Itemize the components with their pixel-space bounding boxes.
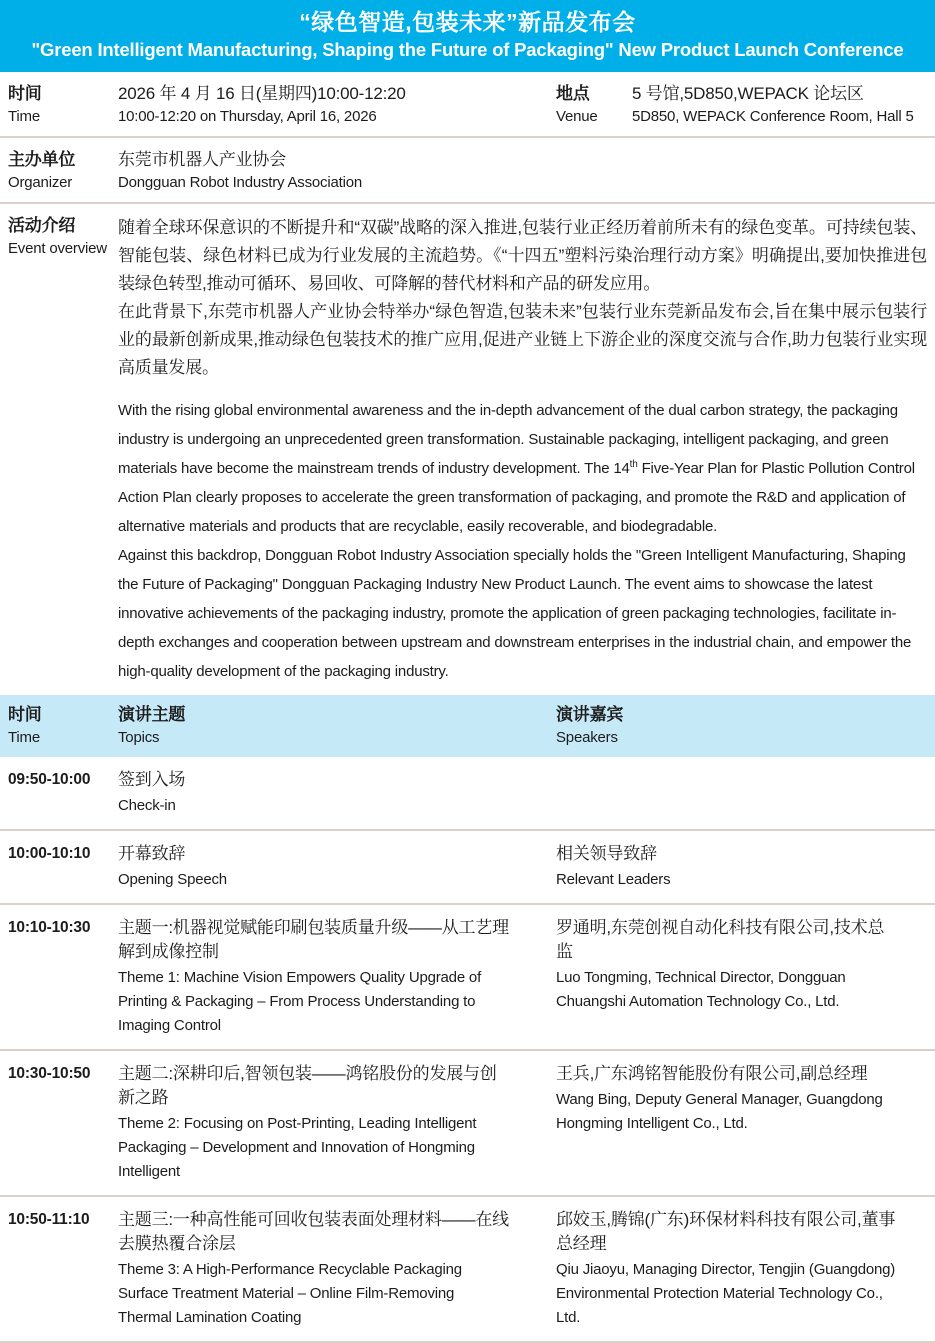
overview-text [118, 214, 927, 686]
session-topic [118, 1062, 556, 1184]
session-speaker-cn: 相关领导致辞 [556, 844, 657, 863]
schedule-row-theme-1 [0, 905, 935, 1051]
session-topic-en: Theme 3: A High-Performance Recyclable Packaging Surface Treatment Material – Online Film-Removing Thermal Lamination Coating [118, 1261, 462, 1326]
banner-title-cn: “绿色智造,包装未来”新品发布会 [299, 9, 636, 35]
schedule-col-topics-cn: 演讲主题 [118, 705, 186, 724]
session-topic-cn: 签到入场 [118, 770, 186, 789]
schedule-col-speakers-en: Speakers [556, 729, 618, 746]
overview-en-block [118, 396, 927, 686]
session-topic [118, 916, 556, 1038]
session-time: 10:00-10:10 [8, 845, 91, 862]
time-label [8, 82, 118, 127]
overview-label-en: Event overview [8, 240, 107, 257]
session-speaker [556, 768, 927, 818]
session-time: 10:10-10:30 [8, 919, 91, 936]
session-topic [118, 842, 556, 892]
overview-en-paragraph-2: Against this backdrop, Dongguan Robot Industry Association specially holds the "Green Intelligent Manufacturing, Shaping the Future of Packaging" Dongguan Packaging Industry New Product Launch. The event aims to showcase the latest innovative achievements of the packaging industry, promote the application of green packaging technologies, facilitate in-depth exchanges and cooperation between upstream and downstream enterprises in the industrial chain, and empower the high-quality development of the packaging industry. [118, 547, 912, 680]
venue-label-cn: 地点 [556, 84, 590, 103]
schedule-col-speakers-cn: 演讲嘉宾 [556, 705, 624, 724]
info-row-organizer [0, 138, 935, 204]
organizer-value-en: Dongguan Robot Industry Association [118, 174, 362, 191]
overview-label-cn: 活动介绍 [8, 216, 76, 235]
schedule-col-topics-en: Topics [118, 729, 160, 746]
schedule-row-theme-3 [0, 1197, 935, 1343]
schedule-col-topics [118, 703, 556, 748]
session-topic-en: Check-in [118, 797, 176, 814]
session-topic-en: Theme 2: Focusing on Post-Printing, Leading Intelligent Packaging – Development and Innovation of Hongming Intelligent [118, 1115, 477, 1180]
schedule-col-time-en: Time [8, 729, 40, 746]
session-speaker-en: Luo Tongming, Technical Director, Dongguan Chuangshi Automation Technology Co., Ltd. [556, 969, 846, 1010]
overview-en-p1-superscript: th [629, 459, 638, 470]
time-label-cn: 时间 [8, 84, 42, 103]
overview-en-p1-post: Five-Year Plan for Plastic Pollution Control Action Plan clearly proposes to accelerate the green transformation of packaging, and promote the R&D and application of alternative materials and products that are recyclable, easily recoverable, and biodegradable. [118, 460, 915, 535]
session-speaker-en: Wang Bing, Deputy General Manager, Guangdong Hongming Intelligent Co., Ltd. [556, 1091, 883, 1132]
session-time: 09:50-10:00 [8, 771, 91, 788]
schedule-row-opening [0, 831, 935, 905]
venue-label [556, 82, 632, 127]
session-speaker-cn: 邱姣玉,腾锦(广东)环保材料科技有限公司,董事总经理 [556, 1210, 896, 1253]
session-topic [118, 1208, 556, 1330]
venue-value [632, 82, 927, 127]
session-topic-cn: 主题三:一种高性能可回收包装表面处理材料——在线去膜热覆合涂层 [118, 1210, 509, 1253]
session-topic-cn: 主题一:机器视觉赋能印刷包装质量升级——从工艺理解到成像控制 [118, 918, 509, 961]
session-time: 10:30-10:50 [8, 1065, 91, 1082]
session-topic [118, 768, 556, 818]
organizer-label-en: Organizer [8, 174, 73, 191]
venue-label-en: Venue [556, 108, 598, 125]
schedule-col-time-cn: 时间 [8, 705, 42, 724]
session-speaker-en: Qiu Jiaoyu, Managing Director, Tengjin (Guangdong) Environmental Protection Material Technology Co., Ltd. [556, 1261, 896, 1326]
session-time: 10:50-11:10 [8, 1211, 90, 1228]
schedule-col-speakers [556, 703, 927, 748]
schedule-col-time [8, 703, 118, 748]
session-speaker [556, 842, 927, 892]
session-speaker [556, 1208, 927, 1330]
organizer-label-cn: 主办单位 [8, 150, 76, 169]
overview-en-paragraph-1 [118, 396, 927, 541]
session-speaker-cn: 王兵,广东鸿铭智能股份有限公司,副总经理 [556, 1064, 868, 1083]
session-speaker-en: Relevant Leaders [556, 871, 671, 888]
session-topic-en: Opening Speech [118, 871, 227, 888]
session-speaker [556, 916, 927, 1038]
organizer-value-cn: 东莞市机器人产业协会 [118, 150, 286, 169]
schedule-row-checkin [0, 757, 935, 831]
time-value-en: 10:00-12:20 on Thursday, April 16, 2026 [118, 108, 377, 125]
session-speaker [556, 1062, 927, 1184]
time-value-cn: 2026 年 4 月 16 日(星期四)10:00-12:20 [118, 84, 406, 103]
schedule-row-theme-2 [0, 1051, 935, 1197]
overview-cn-paragraph-2: 在此背景下,东莞市机器人产业协会特举办“绿色智造,包装未来”包装行业东莞新品发布会,旨在集中展示包装行业的最新创新成果,推动绿色包装技术的推广应用,促进产业链上下游企业的深度交流与合作,助力包装行业实现高质量发展。 [118, 302, 927, 377]
overview-label [8, 214, 118, 686]
session-speaker-cn: 罗通明,东莞创视自动化科技有限公司,技术总监 [556, 918, 885, 961]
overview-cn-paragraph-1: 随着全球环保意识的不断提升和“双碳”战略的深入推进,包装行业正经历着前所未有的绿色变革。可持续包装、智能包装、绿色材料已成为行业发展的主流趋势。《“十四五”塑料污染治理行动方案》明确提出,要加快推进包装绿色转型,推动可循环、易回收、可降解的替代材料和产品的研发应用。 [118, 218, 927, 293]
overview-en-p1-pre: With the rising global environmental awareness and the in-depth advancement of the dual carbon strategy, the packaging industry is undergoing an unprecedented green transformation. Sustainable packaging, intelligent packaging, and green materials have become the mainstream trends of industry development. The 14 [118, 402, 898, 477]
banner-title-en: "Green Intelligent Manufacturing, Shaping the Future of Packaging" New Product Launch Conference [31, 39, 904, 60]
venue-value-en: 5D850, WEPACK Conference Room, Hall 5 [632, 108, 914, 125]
organizer-label [8, 148, 118, 193]
organizer-value [118, 148, 927, 193]
session-topic-cn: 主题二:深耕印后,智领包装——鸿铭股份的发展与创新之路 [118, 1064, 497, 1107]
time-label-en: Time [8, 108, 40, 125]
venue-value-cn: 5 号馆,5D850,WEPACK 论坛区 [632, 84, 864, 103]
info-row-overview [0, 204, 935, 695]
time-value [118, 82, 556, 127]
schedule-header [0, 695, 935, 757]
session-topic-en: Theme 1: Machine Vision Empowers Quality Upgrade of Printing & Packaging – From Process Understanding to Imaging Control [118, 969, 482, 1034]
conference-banner [0, 0, 935, 72]
info-row-time-venue [0, 72, 935, 138]
session-topic-cn: 开幕致辞 [118, 844, 186, 863]
